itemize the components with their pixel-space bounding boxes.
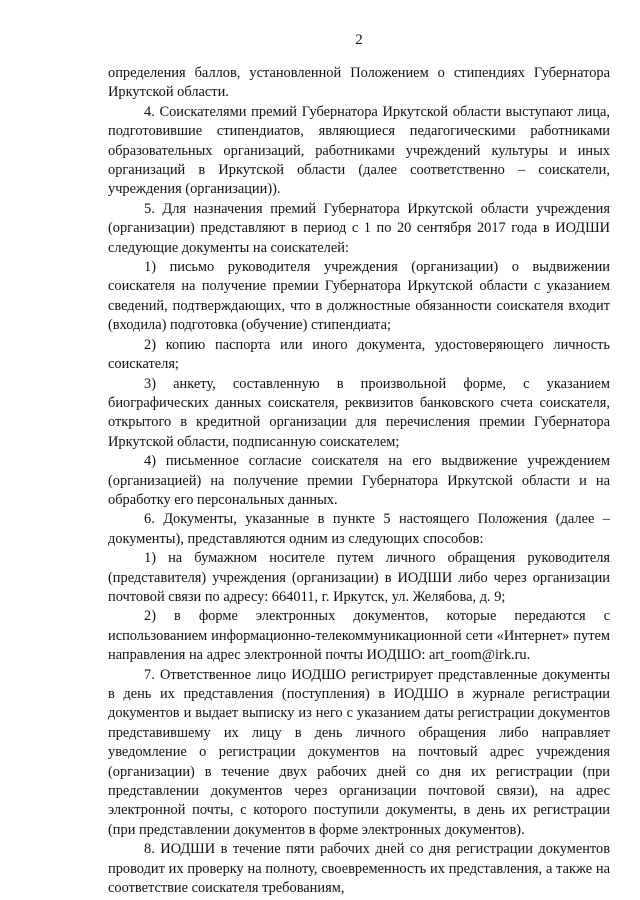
paragraph-5-item-1: 1) письмо руководителя учреждения (организации) о выдвижении соискателя на получение премии Губернатора Иркутской области с указанием сведений, подтверждающих, что в должностные обязанности соискателя входит (входила) подготовка (обучение) стипендиата; — [108, 259, 610, 334]
paragraph-7: 7. Ответственное лицо ИОДШО регистрирует представленные документы в день их представления (поступления) в ИОДШО в журнале регистрации документов и выдает выписку из него с указанием даты регистрации документов представившему их лицу в день личного обращения либо направляет уведомление о регистрации документов на почтовый адрес учреждения (организации) в течение двух рабочих дней со дня их регистрации (при представлении документов через организации почтовой связи), на адрес электронной почты, с которого поступили документы, в день их регистрации (при представлении документов в форме электронных документов). — [108, 666, 610, 838]
paragraph-continuation: определения баллов, установленной Положением о стипендиях Губернатора Иркутской области. — [108, 65, 610, 101]
paragraph-5-item-3: 3) анкету, составленную в произвольной форме, с указанием биографических данных соискателя, реквизитов банковского счета соискателя, открытого в кредитной организации для перечисления премии Губернатора Иркутской области, подписанную соискателем; — [108, 375, 610, 450]
paragraph-5-item-2: 2) копию паспорта или иного документа, удостоверяющего личность соискателя; — [108, 336, 610, 373]
paragraph-4: 4. Соискателями премий Губернатора Иркутской области выступают лица, подготовившие стипендиатов, являющиеся педагогическими работниками образовательных организаций, работниками учреждений культуры и иных организаций в Иркутской области (далее соответственно – соискатели, учреждения (организации)). — [108, 103, 610, 198]
paragraph-8: 8. ИОДШИ в течение пяти рабочих дней со дня регистрации документов проводит их проверку на полноту, своевременность их представления, а также на соответствие соискателя требованиям, — [108, 841, 610, 897]
paragraph-6-item-2: 2) в форме электронных документов, которые передаются с использованием информационно-телекоммуникационной сети «Интернет» путем направления на адрес электронной почты ИОДШО: art_room@irk.ru. — [108, 608, 610, 664]
paragraph-6: 6. Документы, указанные в пункте 5 настоящего Положения (далее – документы), представляются одним из следующих способов: — [108, 511, 610, 547]
paragraph-5-item-4: 4) письменное согласие соискателя на его выдвижение учреждением (организацией) на получение премии Губернатора Иркутской области и на обработку его персональных данных. — [108, 453, 610, 508]
page-number: 2 — [355, 32, 363, 48]
paragraph-5: 5. Для назначения премий Губернатора Иркутской области учреждения (организации) представляют в период с 1 по 20 сентября 2017 года в ИОДШИ следующие документы на соискателей: — [108, 200, 610, 256]
document-body — [108, 64, 610, 898]
paragraph-6-item-1: 1) на бумажном носителе путем личного обращения руководителя (представителя) учреждения (организации) в ИОДШИ либо через организации почтовой связи по адресу: 664011, г. Иркутск, ул. Желябова, д. 9; — [108, 550, 610, 605]
